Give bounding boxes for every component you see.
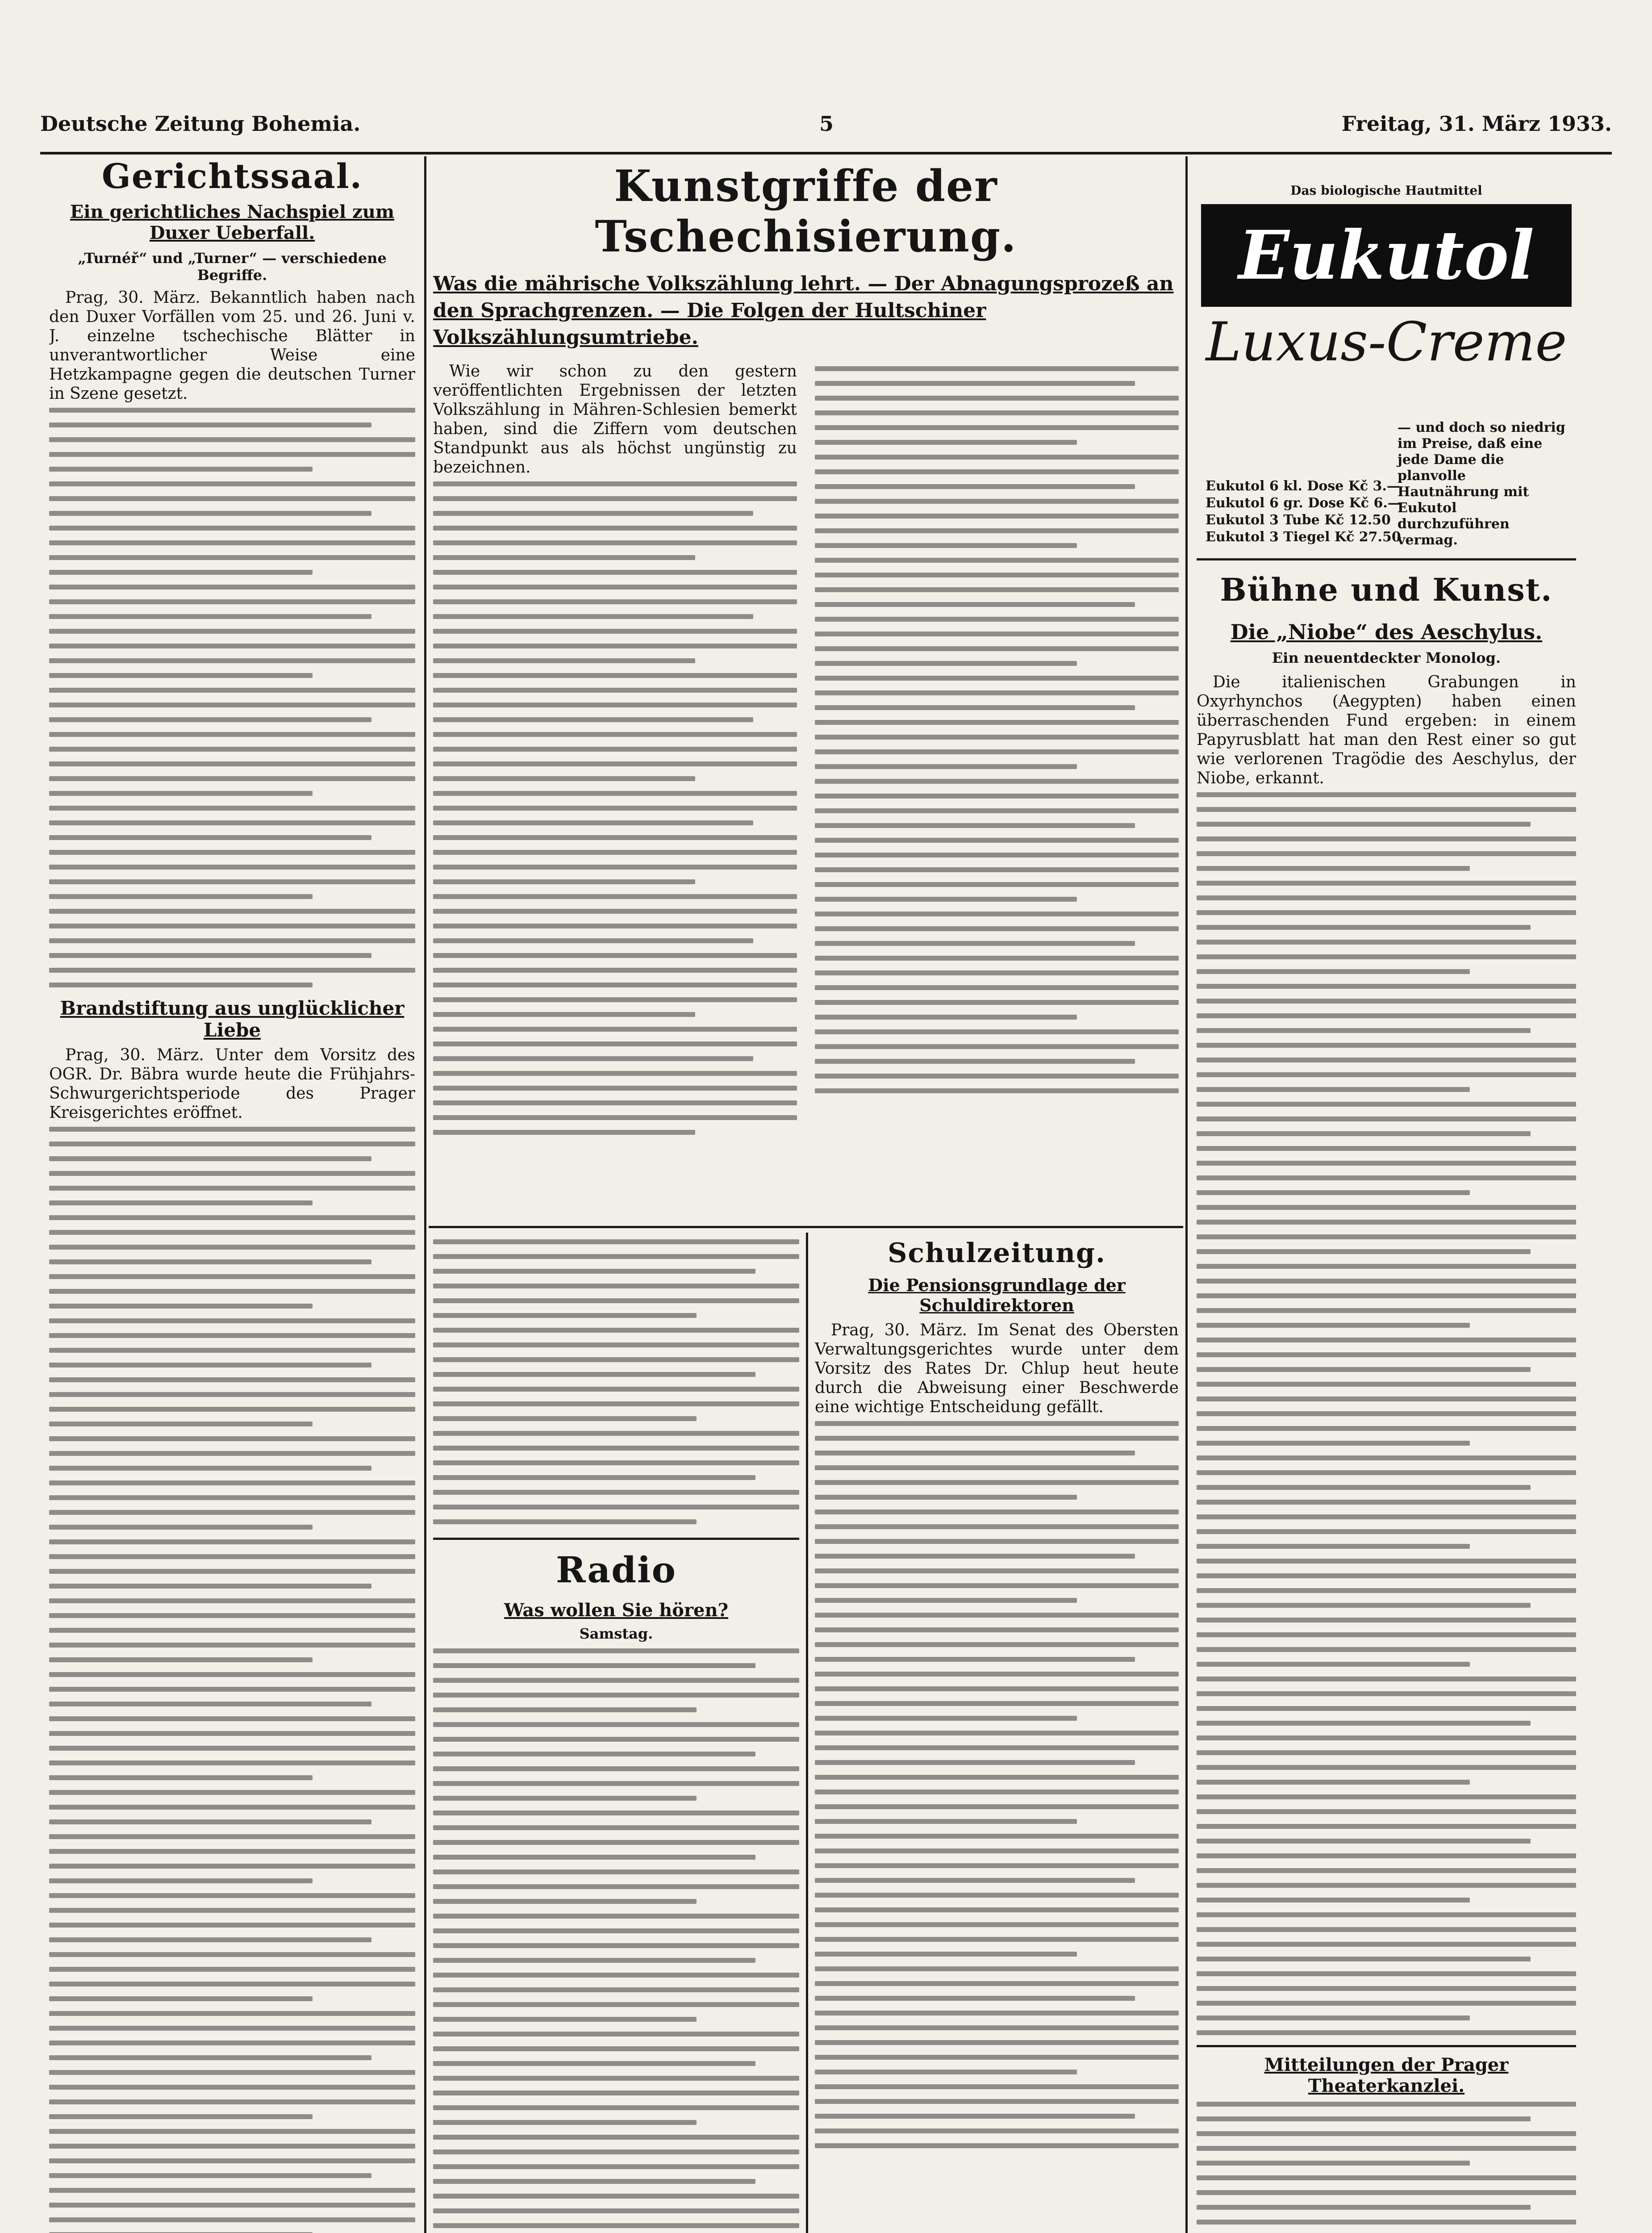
school-title: Schulzeitung. [888, 1238, 1106, 1269]
school-subtitle: Die Pensionsgrundlage der Schuldirektoren [868, 1275, 1126, 1315]
school-column [815, 1235, 1179, 2233]
main-lead: Wie wir schon zu den gestern veröffentlichten Ergebnissen der letzten Volkszählung in Mähren-Schlesien bemerkt haben, sind die Ziffern vom deutschen Standpunkt aus als höchst ungünstig zu bezeichnen. [433, 362, 797, 477]
issue-date: Freitag, 31. März 1933. [1341, 112, 1612, 136]
ad-brand: Eukutol [1201, 204, 1572, 307]
ad-price: Eukutol 3 Tube Kč 12.50 [1206, 512, 1391, 528]
ad-tagline: Das biologische Hautmittel [1290, 183, 1482, 198]
school-text [815, 1421, 1179, 2148]
main-headline: Kunstgriffe der Tschechisierung. [595, 161, 1017, 262]
ad-note: — und doch so niedrig im Preise, daß eine jede Dame die planvolle Hautnährung mit Eukutol durchzuführen vermag. [1398, 420, 1565, 548]
arts-headline: Die „Niobe“ des Aeschylus. [1230, 620, 1543, 644]
paper-name: Deutsche Zeitung Bohemia. [40, 112, 361, 136]
arts-section-title: Bühne und Kunst. [1197, 558, 1576, 608]
radio-day: Samstag. [579, 1625, 653, 1642]
lead-paragraph: Prag, 30. März. Bekanntlich haben nach den Duxer Vorfällen vom 25. und 26. Juni v. J. einzelne tschechische Blätter in unverantwortlicher Weise eine Hetzkampagne gegen die deutschen Turner in Szene gesetzt. [49, 289, 415, 403]
main-text-left [433, 481, 797, 1135]
arts-lead: Die italienischen Grabungen in Oxyrhynchos (Aegypten) haben einen überraschenden Fund ergeben: in einem Papyrusblatt hat man den Rest einer so gut wie verlorenen Tragödie des Aeschylus, der Niobe, erkannt. [1197, 673, 1576, 787]
school-lead: Prag, 30. März. Im Senat des Obersten Verwaltungsgerichtes wurde unter dem Vorsitz des Rates Dr. Chlup heut heute durch die Abweisung einer Beschwerde eine wichtige Entscheidung gefällt. [815, 1321, 1179, 1416]
radio-program [433, 1648, 799, 2233]
main-article-right [815, 362, 1179, 1145]
ad-price: Eukutol 3 Tiegel Kč 27.50 [1206, 529, 1401, 545]
section-rule [429, 1226, 1183, 1228]
theater-headline: Mitteilungen der Prager Theaterkanzlei. [1197, 2045, 1576, 2096]
radio-title: Radio [433, 1538, 799, 1591]
main-deck: Was die mährische Volkszählung lehrt. — Der Abnagungsprozeß an den Sprachgrenzen. — Die Folgen der Hultschiner Volkszählungsumtriebe. [433, 272, 1174, 349]
kicker: „Turnéř“ und „Turner“ — verschiedene Begriffe. [78, 250, 387, 284]
column-rule [806, 1233, 808, 2233]
continuation-text [433, 1239, 799, 1524]
main-article-columns [433, 362, 1179, 1145]
ad-price-list [1206, 478, 1401, 546]
main-article [433, 152, 1179, 1219]
section-title: Gerichtssaal. [101, 156, 363, 196]
arts-text [1197, 792, 1576, 2035]
court-column [49, 152, 415, 2233]
subheadline: Brandstiftung aus unglücklicher Liebe [60, 997, 405, 1041]
page-number: 5 [819, 112, 834, 136]
article-text-2 [49, 1127, 415, 2233]
main-article-left [433, 362, 797, 1145]
eukutol-advertisement [1201, 183, 1572, 554]
masthead [40, 103, 1612, 155]
article-text [49, 408, 415, 987]
radio-subtitle: Was wollen Sie hören? [504, 1600, 729, 1621]
ad-price: Eukutol 6 kl. Dose Kč 3.— [1206, 478, 1400, 494]
arts-kicker: Ein neuentdeckter Monolog. [1272, 649, 1501, 666]
main-text-right [815, 366, 1179, 1093]
headline: Ein gerichtliches Nachspiel zum Duxer Ueberfall. [70, 201, 395, 243]
lead-paragraph-2: Prag, 30. März. Unter dem Vorsitz des OGR. Dr. Bäbra wurde heute die Frühjahrs-Schwurgerichtsperiode des Prager Kreisgerichtes eröffnet. [49, 1046, 415, 1122]
column-rule [424, 156, 426, 2233]
theater-text [1197, 2102, 1576, 2233]
ad-product: Luxus-Creme [1206, 311, 1567, 373]
radio-column [433, 1235, 799, 2233]
arts-column [1197, 558, 1576, 2233]
column-rule [1185, 156, 1188, 2233]
ad-price: Eukutol 6 gr. Dose Kč 6.— [1206, 495, 1401, 511]
